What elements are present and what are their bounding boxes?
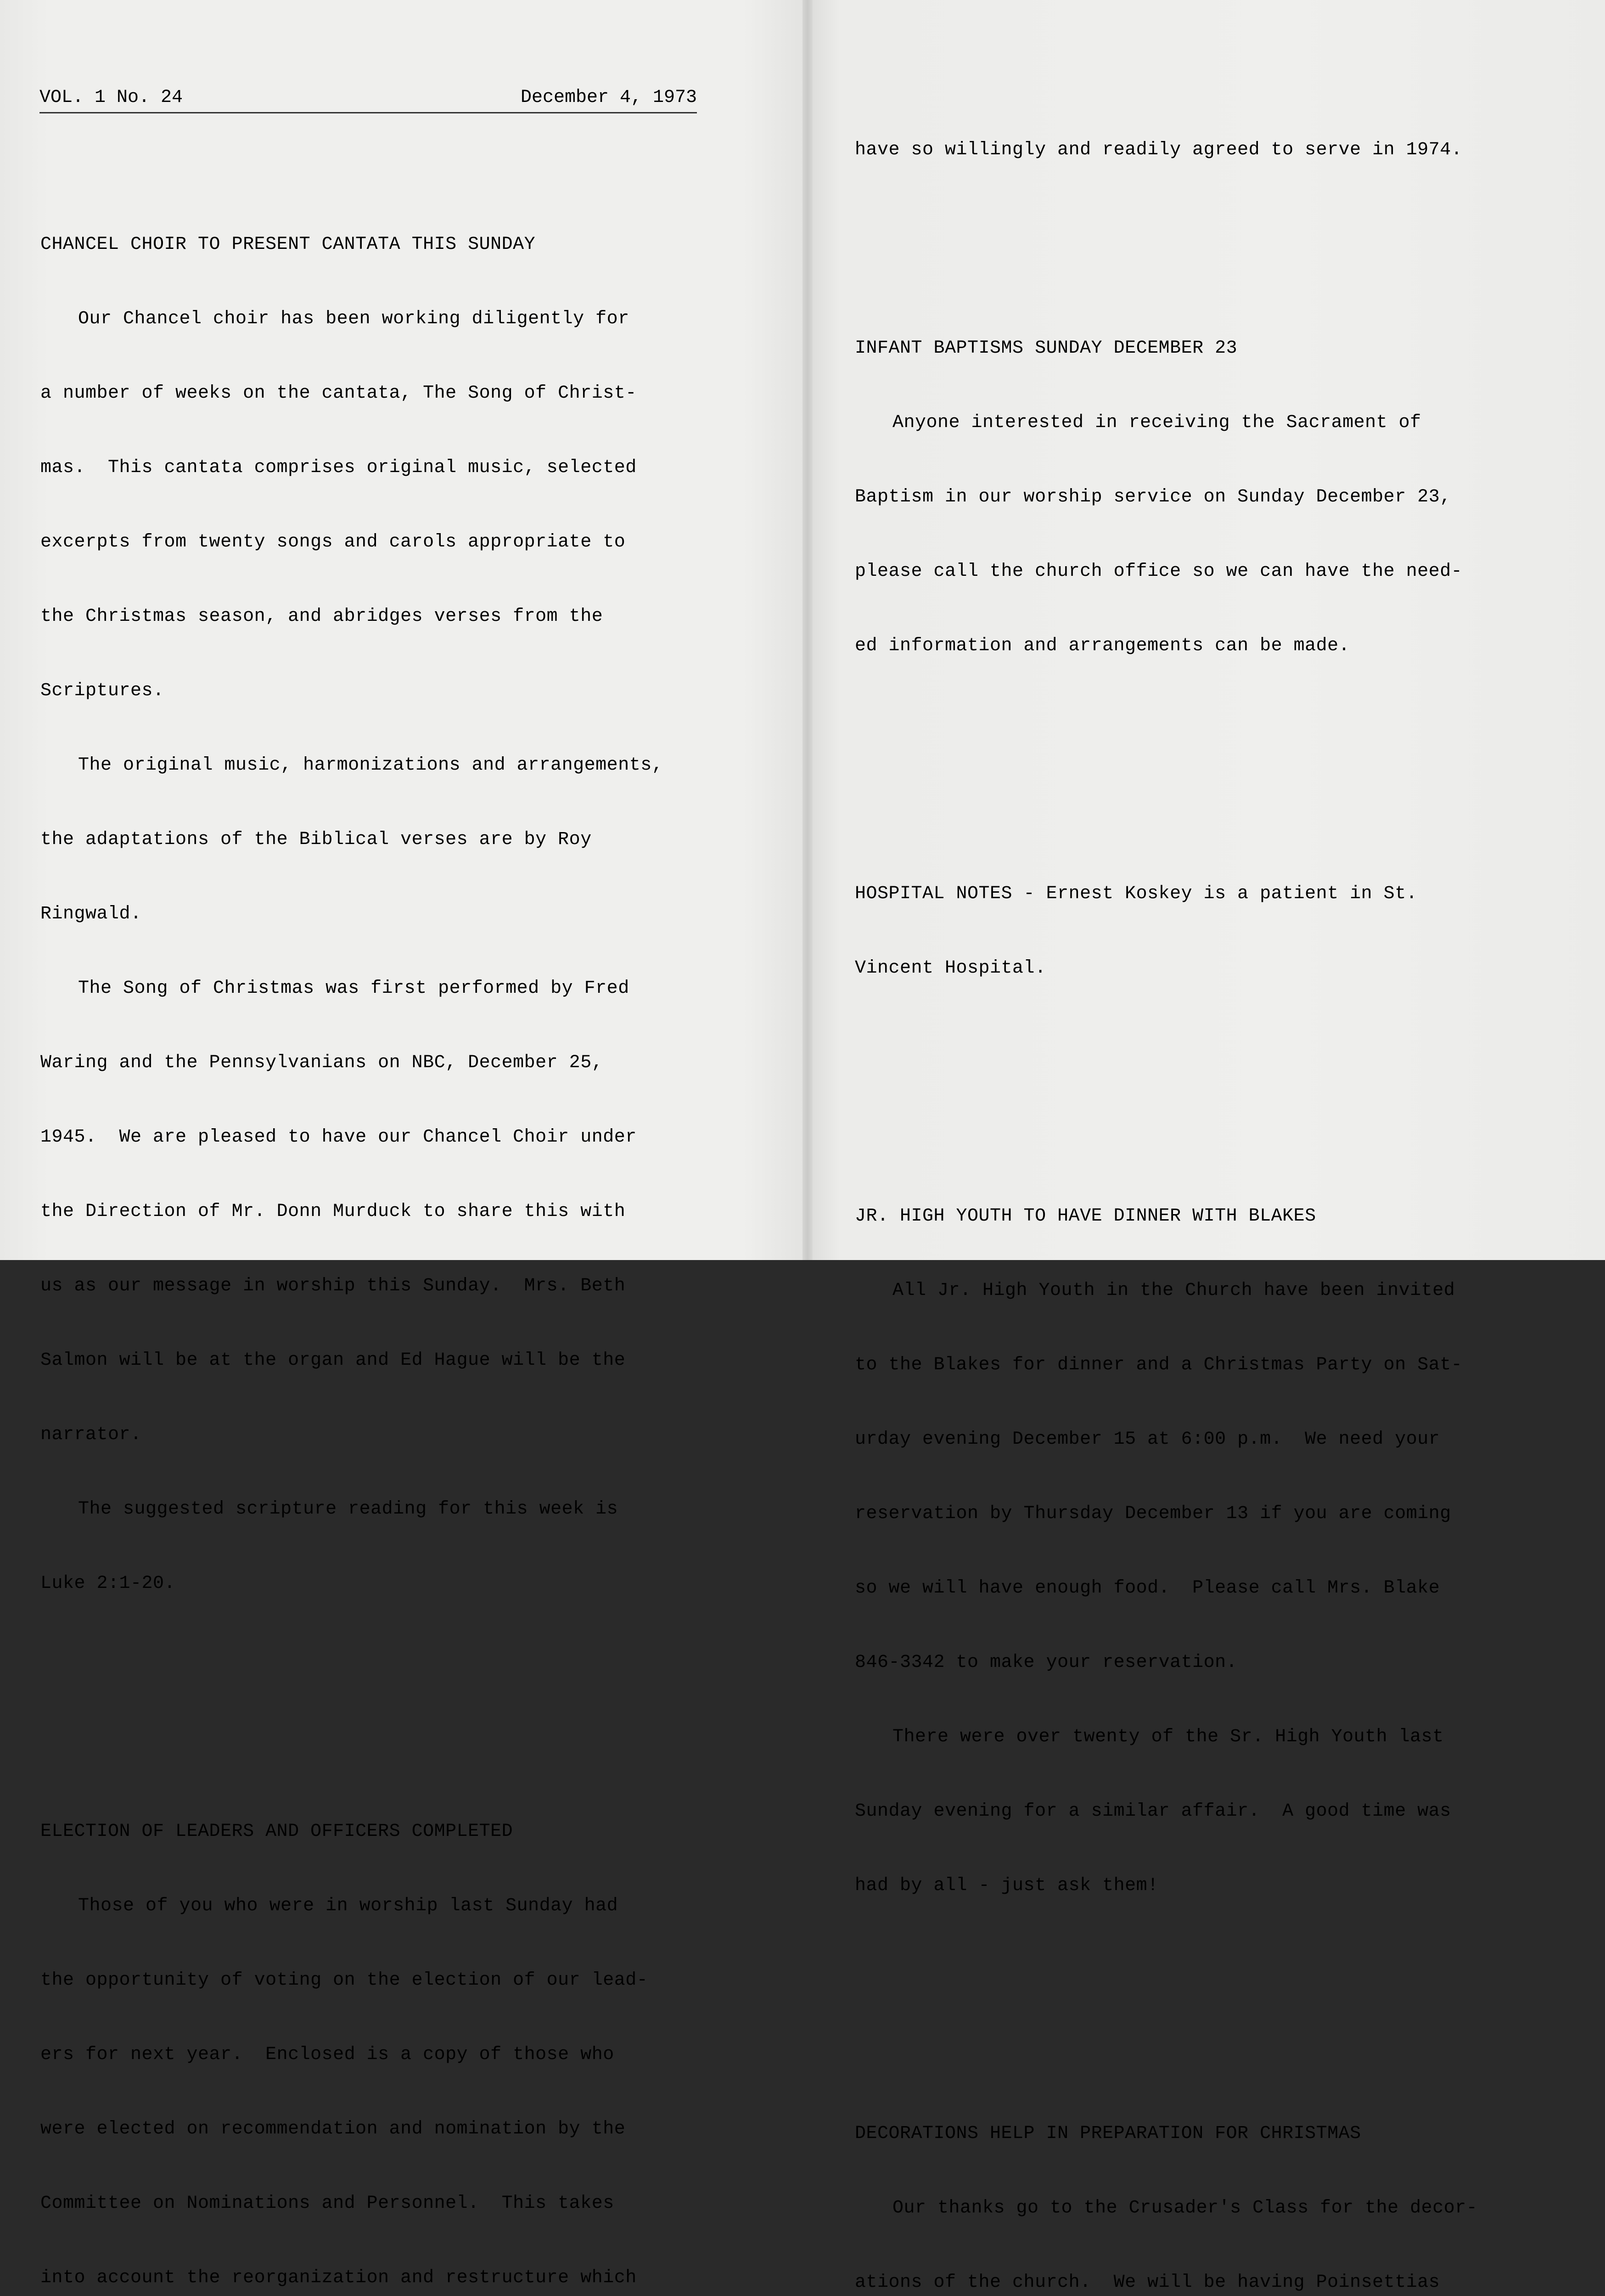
article-heading: ELECTION OF LEADERS AND OFFICERS COMPLETED xyxy=(40,1821,513,1842)
article-jr-high-dinner xyxy=(855,1154,1525,1948)
article-heading: INFANT BAPTISMS SUNDAY DECEMBER 23 xyxy=(855,338,1238,359)
article-heading: CHANCEL CHOIR TO PRESENT CANTATA THIS SUNDAY xyxy=(40,234,536,255)
text-line: ed information and arrangements can be made. xyxy=(855,636,1350,656)
article-hospital-notes xyxy=(855,832,1525,1030)
text-line: Those of you who were in worship last Sunday had xyxy=(78,1896,618,1916)
right-column xyxy=(855,88,1525,2296)
left-column xyxy=(40,133,729,2296)
text-line: Baptism in our worship service on Sunday December 23, xyxy=(855,487,1451,507)
text-line: Anyone interested in receiving the Sacrament of xyxy=(892,412,1421,433)
text-line: so we will have enough food. Please call Mrs. Blake xyxy=(855,1578,1440,1598)
spacer xyxy=(855,758,1525,782)
text-line: Waring and the Pennsylvanians on NBC, December 25, xyxy=(40,1052,603,1073)
text-line: ations of the church. We will be having Poinsettias xyxy=(855,2272,1440,2293)
spacer xyxy=(855,1998,1525,2022)
text-line: Our Chancel choir has been working diligently for xyxy=(78,309,629,329)
article-cantata xyxy=(40,183,729,1646)
text-line: Our thanks go to the Crusader's Class for the decor- xyxy=(892,2198,1478,2218)
text-line: The Song of Christmas was first performed by Fred xyxy=(78,978,629,999)
text-line: Vincent Hospital. xyxy=(855,958,1046,979)
text-line: urday evening December 15 at 6:00 p.m. We need your xyxy=(855,1429,1440,1450)
spacer xyxy=(855,1080,1525,1105)
text-line: the adaptations of the Biblical verses are by Roy xyxy=(40,829,592,850)
volume-number: VOL. 1 No. 24 xyxy=(39,87,183,108)
text-line: The suggested scripture reading for this week is xyxy=(78,1499,618,1519)
text-line: the Christmas season, and abridges verses from the xyxy=(40,606,603,627)
page-gutter xyxy=(802,0,813,1260)
spacer xyxy=(40,1695,729,1720)
text-line: the Direction of Mr. Donn Murduck to share this with xyxy=(40,1201,626,1222)
text-line: were elected on recommendation and nomination by the xyxy=(40,2119,626,2139)
spacer xyxy=(855,212,1525,237)
text-line: There were over twenty of the Sr. High Youth last xyxy=(892,1727,1444,1747)
article-heading: JR. HIGH YOUTH TO HAVE DINNER WITH BLAKES xyxy=(855,1206,1316,1227)
text-line: have so willingly and readily agreed to serve in 1974. xyxy=(855,140,1463,160)
article-infant-baptisms xyxy=(855,287,1525,708)
text-line: All Jr. High Youth in the Church have been invited xyxy=(892,1280,1455,1301)
text-line: reservation by Thursday December 13 if you are coming xyxy=(855,1503,1451,1524)
text-line: HOSPITAL NOTES - Ernest Koskey is a patient in St. xyxy=(855,884,1418,904)
text-line: Committee on Nominations and Personnel. This takes xyxy=(40,2193,614,2214)
text-line: narrator. xyxy=(40,1424,142,1445)
newsletter-header xyxy=(39,85,697,113)
article-election xyxy=(40,1770,729,2296)
text-line: to the Blakes for dinner and a Christmas Party on Sat- xyxy=(855,1355,1463,1375)
text-line: please call the church office so we can have the need- xyxy=(855,561,1463,582)
text-line: mas. This cantata comprises original music, selected xyxy=(40,457,637,478)
text-line: Sunday evening for a similar affair. A good time was xyxy=(855,1801,1451,1822)
text-line: 1945. We are pleased to have our Chancel Choir under xyxy=(40,1127,637,1148)
text-line: had by all - just ask them! xyxy=(855,1875,1159,1896)
text-line: 846-3342 to make your reservation. xyxy=(855,1652,1238,1673)
text-line: a number of weeks on the cantata, The Song of Christ- xyxy=(40,383,637,404)
issue-date: December 4, 1973 xyxy=(520,87,697,108)
article-decorations xyxy=(855,2072,1525,2296)
text-line: Ringwald. xyxy=(40,904,142,924)
text-line: Salmon will be at the organ and Ed Hague will be the xyxy=(40,1350,626,1371)
text-line: Scriptures. xyxy=(40,681,164,701)
text-line: into account the reorganization and restructure which xyxy=(40,2268,637,2288)
text-line: excerpts from twenty songs and carols appropriate to xyxy=(40,532,626,552)
text-line: ers for next year. Enclosed is a copy of those who xyxy=(40,2044,614,2065)
text-line: us as our message in worship this Sunday. Mrs. Beth xyxy=(40,1276,626,1296)
text-line: Luke 2:1-20. xyxy=(40,1573,176,1594)
text-line: the opportunity of voting on the election of our lead- xyxy=(40,1970,648,1991)
text-line: The original music, harmonizations and arrangements, xyxy=(78,755,663,776)
article-heading: DECORATIONS HELP IN PREPARATION FOR CHRISTMAS xyxy=(855,2123,1361,2144)
